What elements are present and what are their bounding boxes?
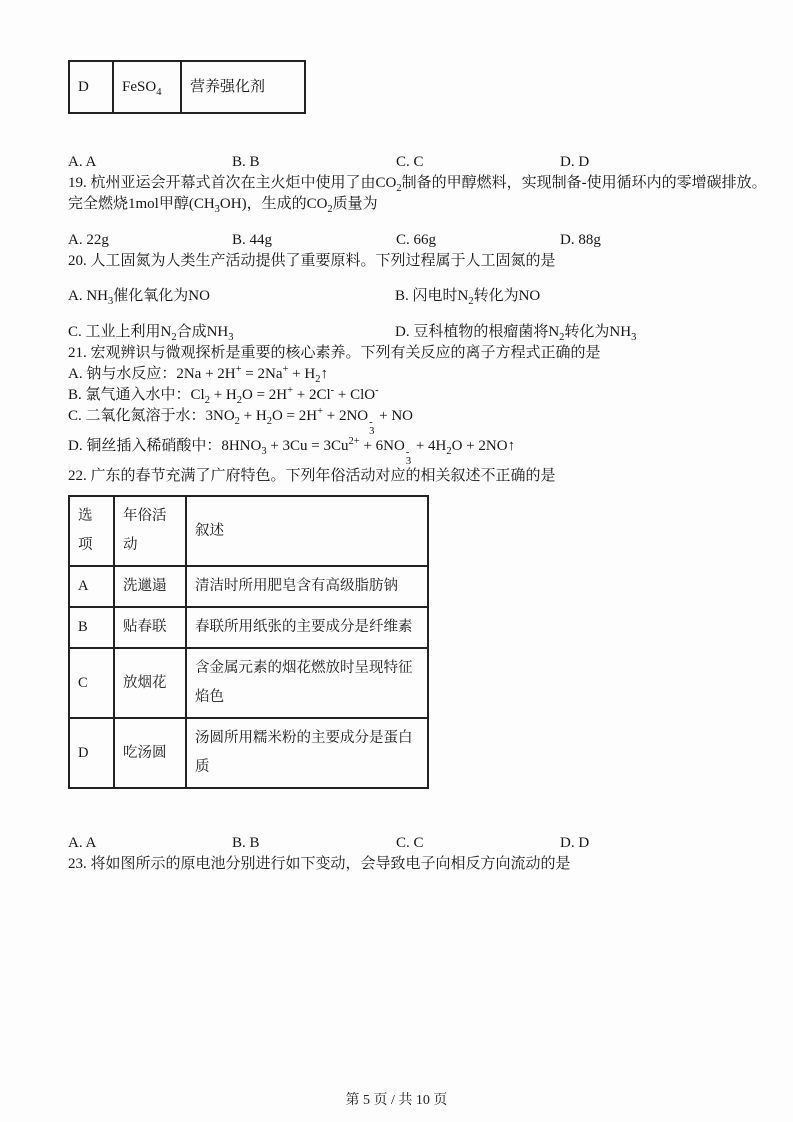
activity-cell: 放烟花	[114, 648, 186, 718]
answer-choices-row-1	[68, 152, 743, 173]
header-option: 选项	[69, 496, 114, 566]
additive-option-cell: D	[69, 61, 113, 113]
q20-option-a: A. $NH_3$催化氧化为NO	[68, 288, 210, 307]
description-cell: 含金属元素的烟花燃放时呈现特征焰色	[186, 648, 428, 718]
description-cell: 清洁时所用肥皂含有高级脂肪钠	[186, 566, 428, 607]
q20-option-c: C. 工业上利用$N_2$合成$NH_3$	[68, 324, 234, 343]
q20-stem: 20. 人工固氮为人类生产活动提供了重要原料。下列过程属于人工固氮的是	[68, 253, 556, 269]
q20-option-b: B. 闪电时$N_2$转化为NO	[395, 288, 541, 307]
exam-content	[0, 60, 793, 875]
header-description: 叙述	[186, 496, 428, 566]
customs-table	[68, 495, 429, 789]
activity-cell: 吃汤圆	[114, 718, 186, 788]
table-row	[69, 61, 305, 113]
activity-cell: 洗邋遢	[114, 566, 186, 607]
answer-choice-b: B. B	[232, 835, 260, 851]
answer-choice-b: B. B	[232, 154, 260, 170]
customs-header-row	[69, 496, 428, 566]
table-row	[69, 718, 428, 788]
activity-cell: 贴春联	[114, 607, 186, 648]
answer-choice-c: C. C	[396, 154, 424, 170]
answer-choice-d: D. D	[560, 835, 590, 851]
table-row	[69, 648, 428, 718]
table-row	[69, 566, 428, 607]
q19-option-c: C. 66g	[396, 232, 437, 248]
q19-option-d: D. 88g	[560, 232, 601, 248]
option-cell: A	[69, 566, 114, 607]
q20-options-row1	[68, 286, 743, 307]
q23-stem: 23. 将如图所示的原电池分别进行如下变动，会导致电子向相反方向流动的是	[68, 856, 571, 872]
option-cell: D	[69, 718, 114, 788]
header-activity: 年俗活动	[114, 496, 186, 566]
additive-table	[68, 60, 306, 114]
answer-choice-a: A. A	[68, 835, 97, 851]
option-cell: B	[69, 607, 114, 648]
answer-choice-c: C. C	[396, 835, 424, 851]
description-cell: 汤圆所用糯米粉的主要成分是蛋白质	[186, 718, 428, 788]
q19-stem-line1: 19. 杭州亚运会开幕式首次在主火炬中使用了由$CO_2$制备的甲醇燃料，实现制备-使用循环内的零增碳排放。	[68, 175, 767, 194]
q19-options	[68, 230, 743, 251]
table-row	[69, 607, 428, 648]
additive-use-cell: 营养强化剂	[181, 61, 305, 113]
q20-options-row2	[68, 322, 743, 343]
answer-choice-d: D. D	[560, 154, 590, 170]
option-cell: C	[69, 648, 114, 718]
description-cell: 春联所用纸张的主要成分是纤维素	[186, 607, 428, 648]
q19-option-a: A. 22g	[68, 232, 109, 248]
q19-option-b: B. 44g	[232, 232, 273, 248]
q21-stem: 21. 宏观辨识与微观探析是重要的核心素养。下列有关反应的离子方程式正确的是	[68, 345, 601, 361]
q22-stem: 22. 广东的春节充满了广府特色。下列年俗活动对应的相关叙述不正确的是	[68, 468, 556, 484]
answer-choices-row-2	[68, 833, 743, 854]
page-number-footer: 第 5 页 / 共 10 页	[345, 1093, 448, 1108]
additive-formula-cell: FeSO$_4$	[113, 61, 181, 113]
q19-stem-line2: 完全燃烧1mol甲醇$(CH_3OH)$，生成的$CO_2$质量为	[68, 196, 378, 215]
q21-option-c: C. 二氧化氮溶于水：$3NO_2 + H_2O = 2H^+ + 2NO$ - 3 + NO	[68, 406, 414, 437]
q21-option-d: D. 铜丝插入稀硝酸中：$8HNO_3 + 3Cu = 3Cu^{2+} + 6NO$ - 3 + $4H_2O$ + 2NO↑	[68, 436, 516, 467]
answer-choice-a: A. A	[68, 154, 97, 170]
q20-option-d: D. 豆科植物的根瘤菌将$N_2$转化为$NH_3$	[395, 324, 637, 343]
q21-option-a: A. 钠与水反应：$2Na + 2H^+ = 2Na^+ + H_2↑$	[68, 364, 328, 385]
q21-option-b: B. 氯气通入水中：$Cl_2 + H_2O = 2H^+ + 2Cl^- + ClO^-$	[68, 385, 379, 406]
